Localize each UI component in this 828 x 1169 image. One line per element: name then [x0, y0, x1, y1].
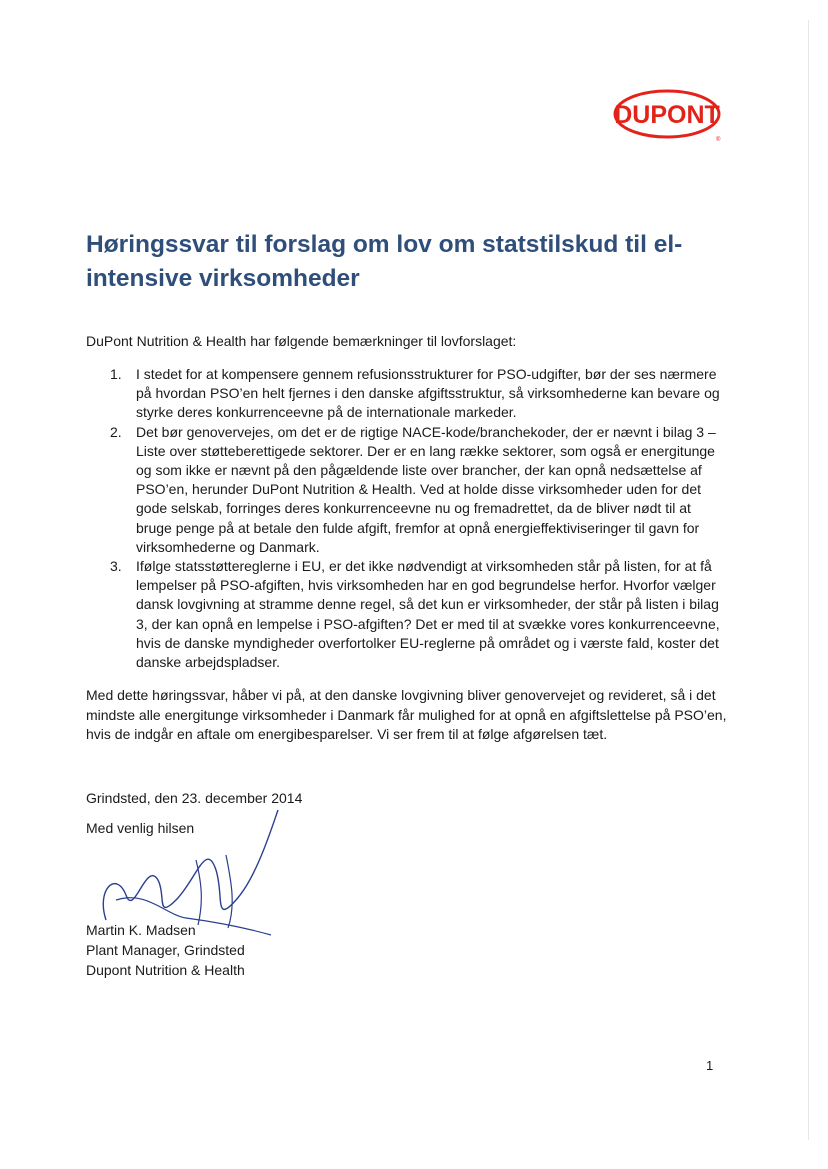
logo-text: DUPONT [614, 101, 720, 129]
list-item-text: Det bør genovervejes, om det er de rigtige NACE-kode/branchekoder, der er nævnt i bilag 3 – Liste over støtteberettigede sektorer. Der er en lang række sektorer, som også er energitunge og som ikke er nævnt på den pågældende liste over brancher, der kan opnå nedsættelse af PSO’en, herunder DuPont Nutrition & Health. Ved at holde disse virksomheder uden for det gode selskab, forringes deres konkurrenceevne nu og fremadrettet, da de bliver nødt til at bruge penge på at betale den fulde afgift, fremfor at opnå energieffektiviseringer til gavn for virksomhederne og Danmark. [136, 423, 716, 555]
list-item-number: 1. [110, 366, 122, 382]
date-line: Grindsted, den 23. december 2014 [86, 790, 303, 806]
page-title: Høringssvar til forslag om lov om statstilskud til el-intensive virksomheder [86, 231, 683, 292]
signatory-role: Plant Manager, Grindsted [86, 942, 245, 958]
intro-text: DuPont Nutrition & Health har følgende bemærkninger til lovforslaget: [86, 333, 517, 349]
list-item [86, 557, 726, 672]
list-item [86, 423, 726, 557]
page-edge-line [808, 20, 809, 1140]
svg-text:®: ® [716, 137, 721, 143]
signatory-company: Dupont Nutrition & Health [86, 962, 245, 978]
list-item-number: 2. [110, 423, 122, 440]
signature-block [86, 920, 245, 980]
page-number: 1 [706, 1058, 714, 1073]
list-item [86, 365, 726, 423]
list-item-number: 3. [110, 558, 122, 575]
list-item-text: Ifølge statsstøttereglerne i EU, er det ikke nødvendigt at virksomheden står på listen, for at få lempelser på PSO-afgiften, hvis virksomheden har en god begrundelse herfor. Hvorfor vælger dansk lovgivning at stramme denne regel, så det kun er virksomheder, der står på listen i bilag 3, der kan opnå en lempelse i PSO-afgiften? Det er med til at svække vores konkurrenceevne, hvis de danske myndigheder overfortolker EU-reglerne på området og i værste fald, koster det danske arbejdspladser. [136, 558, 720, 671]
remarks-list [86, 365, 726, 672]
signatory-name: Martin K. Madsen [86, 922, 196, 938]
handwritten-signature [86, 800, 286, 940]
dupont-logo [612, 84, 724, 144]
list-item-text: I stedet for at kompensere gennem refusionsstrukturer for PSO-udgifter, bør der ses nærmere på hvordan PSO’en helt fjernes i den danske afgiftsstruktur, så virksomhederne kan bevare og styrke deres konkurrenceevne på de internationale markeder. [136, 366, 720, 421]
closing-paragraph: Med dette høringssvar, håber vi på, at den danske lovgivning bliver genovervejet og revideret, så i det mindste alle energitunge virksomheder i Danmark får mulighed for at opnå en afgiftslettelse på PSO’en, hvis de indgår en aftale om energibesparelser. Vi ser frem til at følge afgørelsen tæt. [86, 687, 727, 742]
greeting: Med venlig hilsen [86, 820, 195, 836]
